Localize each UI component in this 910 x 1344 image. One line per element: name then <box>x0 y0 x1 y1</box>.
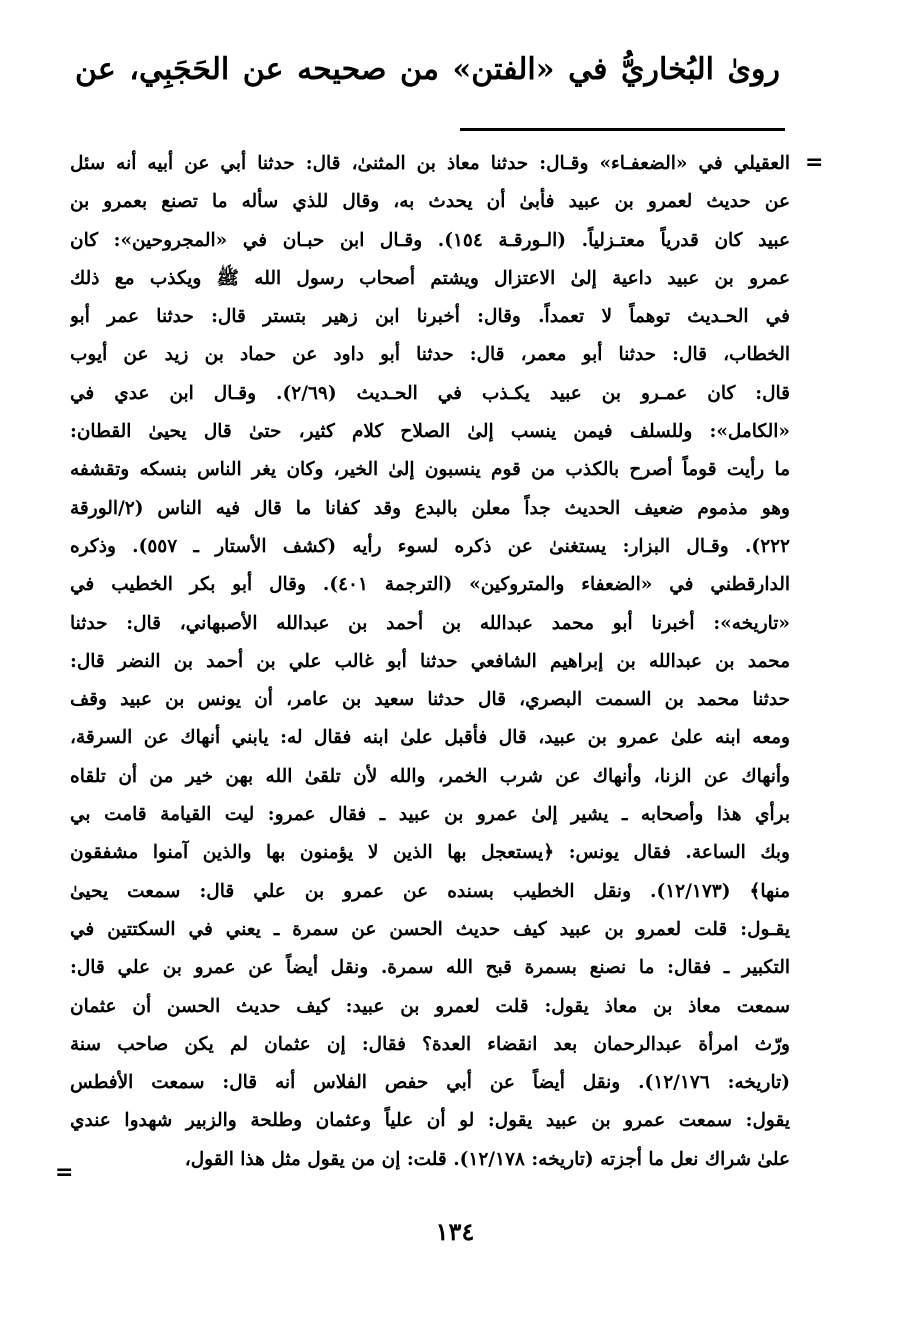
footnote-line: عبيد كان قدرياً معتـزلياً. (الـورقـة ١٥٤). وقـال ابن حبـان في «المجروحين»: كان <box>70 229 790 251</box>
footnote-line: العقيلي في «الضعفـاء» وقـال: حدثنا معاذ بن المثنىٰ، قال: حدثنا أبي عن أبيه أنه سئل <box>70 153 790 174</box>
footnote-line: التكبير ـ فقال: ما نصنع بسمرة قبح الله سمرة. ونقل أيضاً عن عمرو بن علي قال: <box>70 957 790 979</box>
footnote-line: في الحـديث توهماً لا تعمداً. وقال: أخبرنا ابن زهير بتستر قال: حدثنا عمر أبو <box>70 306 790 328</box>
footnote-line: قال: كان عمـرو بن عبيد يكـذب في الحـديث (٢/٦٩). وقـال ابن عدي في <box>70 382 790 404</box>
footnote-block <box>70 145 790 1179</box>
footnote-line: «الكامل»: وللسلف فيمن ينسب إلىٰ الصلاح كلام كثير، حتىٰ قال يحيىٰ القطان: <box>70 421 790 443</box>
footnote-line: الدارقطني في «الضعفاء والمتروكين» (الترجمة ٤٠١). وقال أبو بكر الخطيب في <box>70 574 790 596</box>
footnote-line: ٢٢٢). وقـال البزار: يستغنىٰ عن ذكره لسوء رأيه (كشف الأستار ـ ٥٥٧). وذكره <box>70 535 790 557</box>
footnote-line: ورّث امرأة عبدالرحمان بعد انقضاء العدة؟ فقال: إن عثمان لم يكن صاحب سنة <box>70 1033 790 1055</box>
footnote-line: الخطاب، قال: حدثنا أبو معمر، قال: حدثنا أبو داود عن حماد بن زيد عن أيوب <box>70 344 790 366</box>
footnote-line: ومعه ابنه علىٰ عمرو بن عبيد، قال فأقبل علىٰ ابنه فقال له: يابني أنهاك عن السرقة، <box>70 727 790 749</box>
footnote-line: وبك الساعة. فقال يونس: ﴿يستعجل بها الذين لا يؤمنون بها والذين آمنوا مشفقون <box>70 842 790 864</box>
footnote-line: علىٰ شراك نعل ما أجزته (تاريخه: ١٢/١٧٨). قلت: إن من يقول مثل هذا القول، <box>184 1148 790 1170</box>
footnote-line: عمرو بن عبيد داعية إلىٰ الاعتزال ويشتم أصحاب رسول الله ﷺ ويكذب مع ذلك <box>70 267 790 289</box>
footnote-line: حدثنا محمد بن السمت البصري، قال حدثنا سعيد بن عامر، أن يونس بن عبيد وقف <box>70 689 790 711</box>
footnote-line: يقـول: قلت لعمرو بن عبيد كيف حديث الحسن عن سمرة ـ يعني في السكتتين في <box>70 918 790 940</box>
running-title: روىٰ البُخاريُّ في «الفتن» من صحيحه عن الحَجَبِي، عن <box>75 52 780 87</box>
footnote-line: محمد بن عبدالله بن إبراهيم الشافعي حدثنا أبو غالب علي بن أحمد بن النضر قال: <box>70 650 790 672</box>
footnote-line: وأنهاك عن الزنا، وأنهاك عن شرب الخمر، والله لأن تلقىٰ الله بهن خير من أن تلقاه <box>70 765 790 787</box>
footnote-line: عن حديث لعمرو بن عبيد فأبىٰ أن يحدث به، وقال للذي سأله ما تصنع بعمرو بن <box>70 191 790 213</box>
footnote-line: سمعت معاذ بن معاذ يقول: قلت لعمرو بن عبيد: كيف حديث الحسن أن عثمان <box>70 995 790 1017</box>
footnote-line: (تاريخه: ١٢/١٧٦). ونقل أيضاً عن أبي حفص الفلاس أنه قال: سمعت الأفطس <box>70 1072 790 1094</box>
footnote-line: منها﴾ (١٢/١٧٣). ونقل الخطيب بسنده عن عمرو بن علي قال: سمعت يحيىٰ <box>70 880 790 902</box>
page-number: ١٣٤ <box>435 1217 475 1246</box>
footnote-line: ما رأيت قوماً أصرح بالكذب من قوم ينسبون إلىٰ الخير، وكان يغر الناس بنسكه وتقشفه <box>70 459 790 481</box>
footnote-line: برأي هذا وأصحابه ـ يشير إلىٰ عمرو بن عبيد ـ فقال عمرو: ليت القيامة قامت بي <box>70 804 790 826</box>
footnote-line: يقول: سمعت عمرو بن عبيد يقول: لو أن علياً وعثمان وطلحة والزبير شهدوا عندي <box>70 1110 790 1132</box>
continuation-mark-end: = <box>55 1160 74 1185</box>
continuation-mark-start: = <box>805 150 824 175</box>
footnote-line: وهو مذموم ضعيف الحديث جداً معلن بالبدع وقد كفانا ما قال فيه الناس (٢/الورقة <box>70 497 790 519</box>
footnote-line: «تاريخه»: أخبرنا أبو محمد عبدالله بن أحمد بن عبدالله الأصبهاني، قال: حدثنا <box>70 612 790 634</box>
footnote-separator-rule <box>460 128 785 131</box>
